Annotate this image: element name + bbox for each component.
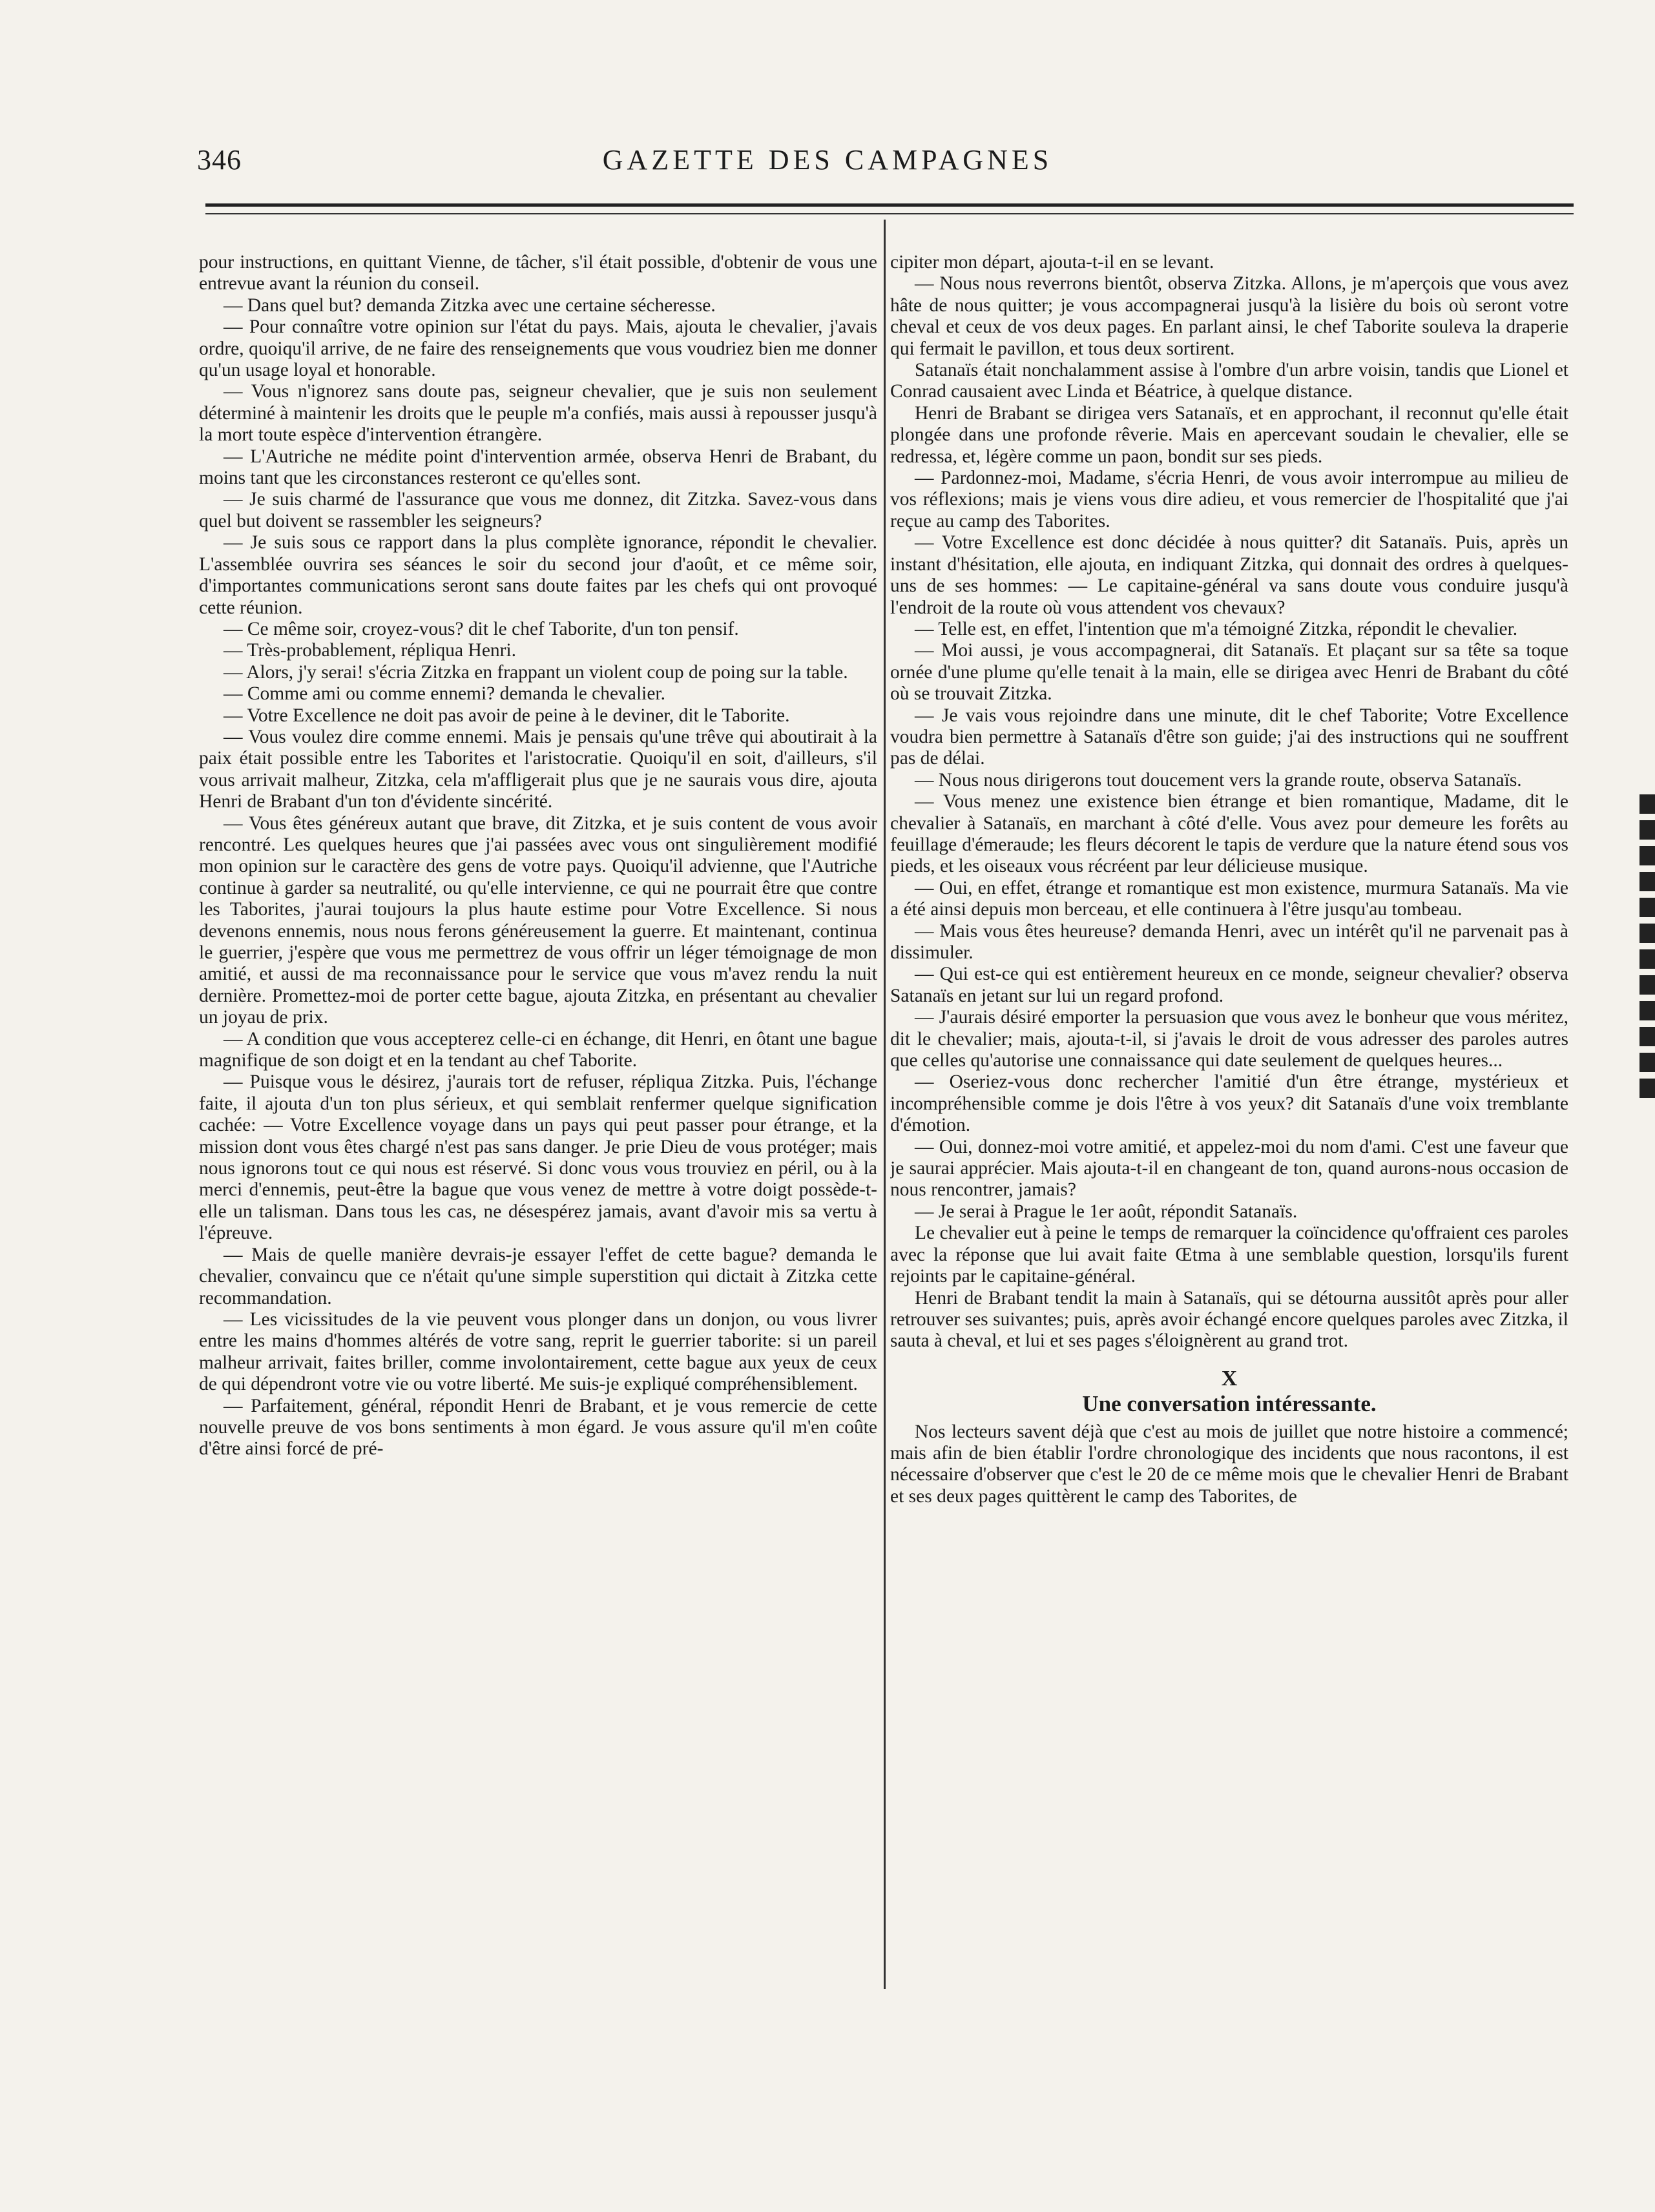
paragraph: — Votre Excellence est donc décidée à nous quitter? dit Satanaïs. Puis, après un instant d'hésitation, elle ajouta, en indiquant Zitzka, qui donnait des ordres à quelques-uns de ses hommes: — Le capitaine-général va sans doute vous conduire jusqu'à l'endroit de la route où vous attendent vos chevaux? (890, 532, 1568, 618)
paragraph: — Moi aussi, je vous accompagnerai, dit Satanaïs. Et plaçant sur sa tête sa toque ornée d'une plume qu'elle tenait à la main, elle se dirigea avec Henri de Brabant du côté où se trouvait Zitzka. (890, 640, 1568, 705)
section-body (890, 1421, 1568, 1508)
paragraph: — Pardonnez-moi, Madame, s'écria Henri, de vous avoir interrompue au milieu de vos réflexions; mais je viens vous dire adieu, et vous remercier de l'hospitalité que j'ai reçue au camp des Taborites. (890, 468, 1568, 532)
paragraph: — Telle est, en effet, l'intention que m'a témoigné Zitzka, répondit le chevalier. (915, 618, 1518, 639)
column-divider (884, 220, 886, 1989)
paragraph: Satanaïs était nonchalamment assise à l'ombre d'un arbre voisin, tandis que Lionel et Conrad causaient avec Linda et Béatrice, à quelque distance. (890, 360, 1568, 402)
paragraph: — Mais de quelle manière devrais-je essayer l'effet de cette bague? demanda le chevalier, convaincu que ce n'était qu'une simple superstition qui dictait à Zitzka cette recommandation. (199, 1244, 877, 1308)
paragraph: — Vous n'ignorez sans doute pas, seigneur chevalier, que je suis non seulement déterminé à maintenir les droits que le peuple m'a confiés, mais aussi à repousser jusqu'à la mort toute espèce d'intervention étrangère. (199, 381, 877, 446)
header-rule-thin (205, 213, 1574, 214)
paragraph: Le chevalier eut à peine le temps de remarquer la coïncidence qu'offraient ces paroles avec la réponse que lui avait faite Œtma à une semblable question, lorsqu'ils furent rejoints par le capitaine-général. (890, 1223, 1568, 1287)
paragraph: — Je vais vous rejoindre dans une minute, dit le chef Taborite; Votre Excellence voudra bien permettre à Satanaïs d'être son guide; j'ai des instructions qui ne souffrent pas de délai. (890, 705, 1568, 769)
paragraph: — Je serai à Prague le 1er août, répondit Satanaïs. (915, 1201, 1298, 1222)
paragraph: — Oui, en effet, étrange et romantique est mon existence, murmura Satanaïs. Ma vie a été ainsi depuis mon berceau, et elle continuera à l'être jusqu'au tombeau. (890, 877, 1568, 920)
paragraph: — Vous êtes généreux autant que brave, dit Zitzka, et je suis content de vous avoir rencontré. Les quelques heures que j'ai passées avec vous ont singulièrement modifié mon opinion sur le caractère des gens de votre pays. Quoiqu'il advienne, que l'Autriche continue à garder sa neutralité, ou qu'elle intervienne, ce qui ne pourrait être que contre les Taborites, j'aurai toujours la plus haute estime pour Votre Excellence. Si nous devenons ennemis, nous nous ferons généreusement la guerre. Et maintenant, continua le guerrier, j'espère que vous me permettrez de vous offrir un léger témoignage de mon amitié, et aussi de ma reconnaissance pour le service que vous m'avez rendu la nuit dernière. Promettez-moi de porter cette bague, ajouta Zitzka, en présentant au chevalier un joyau de prix. (199, 812, 877, 1028)
paragraph: — Mais vous êtes heureuse? demanda Henri, avec un intérêt qu'il ne parvenait pas à dissimuler. (890, 920, 1568, 963)
right-column-paragraphs (890, 252, 1568, 1352)
header-rule-thick (205, 203, 1574, 207)
paragraph: — A condition que vous accepterez celle-ci en échange, dit Henri, en ôtant une bague magnifique de son doigt et en la tendant au chef Taborite. (199, 1028, 877, 1071)
paragraph: — Très-probablement, répliqua Henri. (224, 640, 517, 661)
paragraph: — L'Autriche ne médite point d'intervention armée, observa Henri de Brabant, du moins tant que les circonstances resteront ce qu'elles sont. (199, 446, 877, 489)
section-number: X (1221, 1366, 1238, 1390)
paragraph: Nos lecteurs savent déjà que c'est au mois de juillet que notre histoire a commencé; mais afin de bien établir l'ordre chronologique des incidents que nous racontons, il est nécessaire d'observer que c'est le 20 de ce même mois que le chevalier Henri de Brabant et ses deux pages quittèrent le camp des Taborites, de (890, 1421, 1568, 1507)
paragraph: pour instructions, en quittant Vienne, de tâcher, s'il était possible, d'obtenir de vous une entrevue avant la réunion du conseil. (199, 252, 877, 295)
scan-edge-marks (1639, 794, 1655, 1104)
paragraph: — Votre Excellence ne doit pas avoir de peine à le deviner, dit le Taborite. (224, 705, 790, 726)
paragraph: — Nous nous dirigerons tout doucement vers la grande route, observa Satanaïs. (915, 769, 1522, 791)
paragraph: — Qui est-ce qui est entièrement heureux en ce monde, seigneur chevalier? observa Satanaïs en jetant sur lui un regard profond. (890, 964, 1568, 1006)
paragraph: — Ce même soir, croyez-vous? dit le chef Taborite, d'un ton pensif. (224, 618, 739, 639)
paragraph: Henri de Brabant tendit la main à Satanaïs, qui se détourna aussitôt après pour aller retrouver ses suivantes; puis, après avoir échangé encore quelques paroles avec Zitzka, il sauta à cheval, et lui et ses pages s'éloignèrent au grand trot. (890, 1287, 1568, 1352)
paragraph: — J'aurais désiré emporter la persuasion que vous avez le bonheur que vous méritez, dit le chevalier; mais, ajouta-t-il, si j'avais le droit de vous adresser des paroles autres que celles qu'autorise une connaissance qui date seulement de quelques heures... (890, 1007, 1568, 1071)
paragraph: — Je suis sous ce rapport dans la plus complète ignorance, répondit le chevalier. L'assemblée ouvrira ses séances le soir du second jour d'août, et ce même soir, d'importantes communications seront sans doute faites par les chefs qui ont provoqué cette réunion. (199, 532, 877, 618)
right-column (890, 252, 1568, 1989)
paragraph: — Puisque vous le désirez, j'aurais tort de refuser, répliqua Zitzka. Puis, l'échange faite, il ajouta d'un ton plus sérieux, et qui semblait renfermer quelque signification cachée: — Votre Excellence voyage dans un pays qui peut passer pour étrange, et la mission dont vous êtes chargé n'est pas sans danger. Je prie Dieu de vous protéger; mais nous ignorons tout ce qui nous est réservé. Si donc vous vous trouviez en péril, ou à la merci d'ennemis, peut-être la bague que vous venez de mettre à votre doigt possède-t-elle un talisman. Dans tous les cas, ne désespérez jamais, avant d'avoir mis sa vertu à l'épreuve. (199, 1071, 877, 1244)
paragraph: — Je suis charmé de l'assurance que vous me donnez, dit Zitzka. Savez-vous dans quel but doivent se rassembler les seigneurs? (199, 489, 877, 532)
paragraph: — Nous nous reverrons bientôt, observa Zitzka. Allons, je m'aperçois que vous avez hâte de nous quitter; je vous accompagnerai jusqu'à la lisière du bois où seront votre cheval et ceux de vos deux pages. En parlant ainsi, le chef Taborite souleva la draperie qui fermait le pavillon, et tous deux sortirent. (890, 273, 1568, 359)
paragraph: cipiter mon départ, ajouta-t-il en se levant. (890, 252, 1214, 273)
paragraph: — Comme ami ou comme ennemi? demanda le chevalier. (224, 683, 666, 705)
paragraph: — Oui, donnez-moi votre amitié, et appelez-moi du nom d'ami. C'est une faveur que je saurai apprécier. Mais ajouta-t-il en changeant de ton, quand aurons-nous occasion de nous rencontrer, jamais? (890, 1136, 1568, 1201)
paragraph: — Pour connaître votre opinion sur l'état du pays. Mais, ajouta le chevalier, j'avais ordre, quoiqu'il arrive, de ne faire des renseignements que vous voudriez bien me donner qu'un usage loyal et honorable. (199, 316, 877, 381)
page-number: 346 (197, 144, 242, 176)
left-column (199, 252, 877, 1989)
paragraph: Henri de Brabant se dirigea vers Satanaïs, et en approchant, il reconnut qu'elle était plongée dans une profonde rêverie. Mais en apercevant soudain le chevalier, elle se redressa, et, légère comme un paon, bondit sur ses pieds. (890, 402, 1568, 467)
paragraph: — Dans quel but? demanda Zitzka avec une certaine sécheresse. (224, 295, 716, 316)
paragraph: — Vous menez une existence bien étrange et bien romantique, Madame, dit le chevalier à Satanaïs, en marchant à côté d'elle. Vous avez pour demeure les forêts au feuillage d'émeraude; les fleurs décorent le tapis de verdure que la nature étend sous vos pieds, et les oiseaux vous récréent par leur délicieuse musique. (890, 791, 1568, 877)
paragraph: — Les vicissitudes de la vie peuvent vous plonger dans un donjon, ou vous livrer entre les mains d'hommes altérés de votre sang, reprit le guerrier taborite: si un pareil malheur arrivait, faites briller, comme involontairement, cette bague aux yeux de ceux de qui dépendront votre vie ou votre liberté. Me suis-je expliqué compréhensiblement. (199, 1308, 877, 1395)
paragraph: — Alors, j'y serai! s'écria Zitzka en frappant un violent coup de poing sur la table. (224, 661, 848, 683)
paragraph: — Oseriez-vous donc rechercher l'amitié d'un être étrange, mystérieux et incompréhensible comme je dois l'être à vos yeux? dit Satanaïs d'une voix tremblante d'émotion. (890, 1071, 1568, 1136)
section-title: Une conversation intéressante. (1082, 1391, 1377, 1417)
paragraph: — Vous voulez dire comme ennemi. Mais je pensais qu'une trêve qui aboutirait à la paix était possible entre les Taborites et l'aristocratie. Quoiqu'il en soit, d'ailleurs, s'il vous arrivait malheur, Zitzka, cela m'affligerait plus que je ne saurais vous dire, ajouta Henri de Brabant d'un ton d'évidente sincérité. (199, 726, 877, 812)
paragraph: — Parfaitement, général, répondit Henri de Brabant, et je vous remercie de cette nouvelle preuve de vos bons sentiments à mon égard. Je vous assure qu'il m'en coûte d'être ainsi forcé de pré- (199, 1395, 877, 1460)
running-head-title: GAZETTE DES CAMPAGNES (602, 144, 1053, 176)
